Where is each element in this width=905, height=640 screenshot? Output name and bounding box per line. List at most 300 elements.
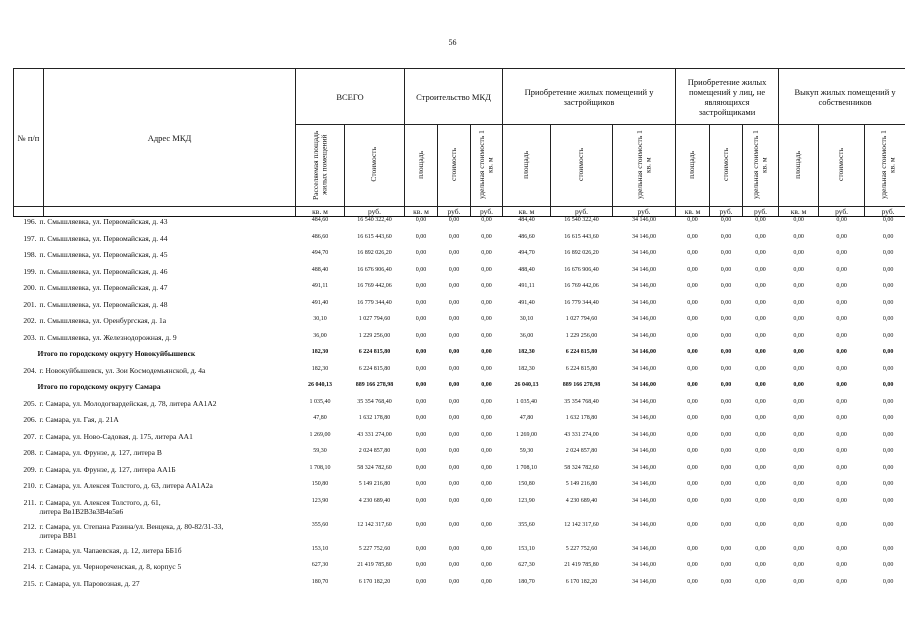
value-cell: 0,00	[481, 217, 492, 223]
sub-cost: стоимость	[576, 148, 586, 181]
table-row	[14, 562, 905, 579]
value-cell: 0,00	[448, 521, 460, 528]
value-cell: 0,00	[836, 250, 847, 256]
value-cell: 34 146,00	[632, 332, 657, 339]
unit-rub: руб.	[613, 207, 676, 217]
value-cell: 0,00	[687, 497, 698, 504]
row-number: 214.	[23, 562, 37, 571]
value-cell: 0,00	[481, 562, 492, 568]
value-cell: 0,00	[481, 415, 492, 421]
address-text: г. Самара, ул. Ново-Садовая, д. 175, литера АА1	[39, 431, 193, 441]
value-cell: 0,00	[882, 316, 894, 322]
value-cell: 16 779 344,40	[357, 299, 392, 306]
value-cell: 0,00	[415, 283, 427, 289]
value-cell: 0,00	[687, 283, 698, 289]
address-cell	[14, 250, 296, 267]
value-cell: 0,00	[882, 431, 894, 438]
value-cell: 34 146,00	[632, 578, 657, 585]
unit-sqm: кв. м	[296, 207, 345, 217]
value-cell: 0,00	[882, 233, 894, 240]
value-cell: 0,00	[687, 431, 698, 438]
value-cell: 34 146,00	[632, 266, 657, 273]
value-cell: 0,00	[755, 545, 766, 552]
table-row	[14, 522, 905, 546]
value-cell: 30,10	[519, 316, 534, 322]
value-cell: 0,00	[481, 578, 492, 585]
value-cell: 0,00	[882, 415, 894, 421]
value-cell: 182,30	[311, 349, 329, 355]
value-cell: 34 146,00	[632, 415, 657, 421]
value-cell: 627,30	[518, 562, 535, 568]
table-total-row	[14, 349, 905, 366]
value-cell: 0,00	[448, 431, 460, 438]
value-cell: 0,00	[687, 545, 698, 552]
value-cell: 889 166 278,98	[355, 382, 394, 388]
table-row	[14, 283, 905, 300]
value-cell: 0,00	[687, 382, 698, 388]
value-cell: 0,00	[720, 332, 732, 339]
address-text: п. Смышляевка, ул. Первомайская, д. 44	[39, 233, 168, 243]
value-cell: 494,70	[311, 250, 329, 256]
unit-rub: руб.	[865, 207, 905, 217]
value-cell: 0,00	[755, 398, 766, 405]
value-cell: 0,00	[448, 497, 460, 504]
value-cell: 1 269,00	[516, 431, 538, 438]
address-text: г. Самара, ул. Гая, д. 21А	[39, 415, 119, 424]
address-cell	[14, 465, 296, 482]
row-number: 206.	[23, 415, 37, 424]
value-cell: 0,00	[882, 332, 894, 339]
value-cell: 2 024 857,80	[565, 448, 598, 454]
value-cell: 0,00	[793, 365, 804, 372]
value-cell: 0,00	[448, 415, 460, 421]
value-cell: 0,00	[448, 349, 460, 355]
value-cell: 34 146,00	[632, 233, 657, 240]
unit-rub: руб.	[345, 207, 405, 217]
table-row	[14, 366, 905, 383]
value-cell: 34 146,00	[632, 250, 657, 256]
address-cell	[14, 283, 296, 300]
value-cell: 0,00	[481, 365, 492, 372]
value-cell: 36,00	[313, 332, 327, 339]
value-cell: 0,00	[481, 448, 492, 454]
row-number: 199.	[23, 266, 37, 276]
value-cell: 0,00	[793, 497, 804, 504]
address-cell	[14, 415, 296, 432]
value-cell: 0,00	[836, 481, 847, 487]
value-cell: 34 146,00	[632, 299, 657, 306]
address-text: г. Самара, ул. Фрунзе, д. 127, литера В	[39, 448, 162, 457]
value-cell: 0,00	[720, 578, 732, 585]
value-cell: 0,00	[793, 382, 804, 388]
value-cell: 0,00	[415, 448, 427, 454]
value-cell: 0,00	[415, 332, 427, 339]
value-cell: 0,00	[836, 233, 847, 240]
value-cell: 889 166 278,98	[562, 382, 601, 388]
address-text: п. Смышляевка, ул. Первомайская, д. 43	[39, 217, 168, 226]
value-cell: 180,70	[311, 578, 329, 585]
value-cell: 0,00	[687, 217, 698, 223]
value-cell: 0,00	[836, 332, 847, 339]
sub-cost-total: Стоимость	[369, 147, 379, 182]
value-cell: 1 632 178,80	[565, 415, 598, 421]
value-cell: 34 146,00	[632, 562, 657, 568]
table-row	[14, 465, 905, 482]
value-cell: 0,00	[755, 365, 766, 372]
address-cell	[14, 579, 296, 596]
value-cell: 34 146,00	[632, 448, 657, 454]
value-cell: 0,00	[720, 266, 732, 273]
row-number: 212.	[23, 521, 37, 531]
value-cell: 0,00	[720, 431, 732, 438]
resettlement-table	[13, 68, 905, 595]
table-row	[14, 448, 905, 465]
value-cell: 0,00	[882, 464, 894, 471]
value-cell: 0,00	[687, 415, 698, 421]
value-cell: 0,00	[755, 250, 766, 256]
row-number: 203.	[23, 332, 37, 342]
value-cell: 0,00	[415, 562, 427, 568]
value-cell: 12 142 317,60	[357, 521, 392, 528]
address-text: п. Смышляевка, ул. Первомайская, д. 46	[39, 266, 168, 276]
sub-area-total: Расселяемая площадь жилых помещений	[310, 129, 328, 200]
address-cell	[14, 300, 296, 317]
table-row	[14, 498, 905, 522]
address-cell	[14, 481, 296, 498]
table-row	[14, 267, 905, 284]
value-cell: 0,00	[687, 481, 698, 487]
value-cell: 0,00	[836, 545, 847, 552]
table-body	[14, 217, 905, 596]
value-cell: 0,00	[720, 382, 732, 388]
value-cell: 12 142 317,60	[564, 521, 599, 528]
value-cell: 180,70	[518, 578, 535, 585]
address-text: п. Смышляевка, ул. Первомайская, д. 45	[39, 250, 168, 259]
value-cell: 2 024 857,80	[358, 448, 391, 454]
value-cell: 6 224 815,80	[565, 349, 598, 355]
value-cell: 16 540 322,40	[357, 217, 392, 223]
value-cell: 0,00	[836, 349, 847, 355]
value-cell: 0,00	[755, 448, 766, 454]
value-cell: 0,00	[481, 283, 492, 289]
value-cell: 0,00	[448, 448, 460, 454]
value-cell: 16 769 442,06	[357, 283, 392, 289]
value-cell: 35 354 768,40	[357, 398, 392, 405]
value-cell: 486,60	[311, 233, 329, 240]
sub-area: площадь	[687, 150, 697, 179]
value-cell: 0,00	[415, 521, 427, 528]
value-cell: 0,00	[448, 299, 460, 306]
value-cell: 0,00	[882, 497, 894, 504]
value-cell: 47,80	[519, 415, 534, 421]
value-cell: 0,00	[836, 283, 847, 289]
value-cell: 0,00	[448, 233, 460, 240]
address-cell	[14, 432, 296, 449]
value-cell: 0,00	[793, 431, 804, 438]
table-row	[14, 481, 905, 498]
value-cell: 0,00	[836, 562, 847, 568]
value-cell: 47,80	[313, 415, 327, 421]
sub-cost: стоимость	[720, 148, 730, 181]
value-cell: 0,00	[687, 316, 698, 322]
value-cell: 0,00	[481, 431, 492, 438]
value-cell: 1 708,10	[309, 464, 331, 471]
table-row	[14, 250, 905, 267]
address-text: г. Самара, ул. Фрунзе, д. 127, литера АА1Б	[39, 464, 176, 474]
value-cell: 0,00	[415, 431, 427, 438]
value-cell: 0,00	[882, 266, 894, 273]
value-cell: 0,00	[720, 398, 732, 405]
sub-area: площадь	[521, 150, 531, 179]
group-construction: Строительство МКД	[405, 69, 503, 125]
value-cell: 0,00	[687, 365, 698, 372]
value-cell: 0,00	[687, 266, 698, 273]
value-cell: 0,00	[882, 398, 894, 405]
sub-cost: стоимость	[836, 148, 846, 181]
value-cell: 0,00	[481, 332, 492, 339]
address-cell	[14, 399, 296, 416]
value-cell: 0,00	[793, 233, 804, 240]
address-text: г. Самара, ул. Алексея Толстого, д. 61,	[39, 497, 161, 507]
sub-unit: удельная стоимость 1 кв. м	[634, 130, 653, 199]
value-cell: 0,00	[481, 299, 492, 306]
value-cell: 0,00	[687, 562, 698, 568]
value-cell: 0,00	[755, 299, 766, 306]
value-cell: 0,00	[687, 578, 698, 585]
value-cell: 0,00	[415, 415, 427, 421]
value-cell: 0,00	[448, 332, 460, 339]
value-cell: 494,70	[518, 250, 535, 256]
unit-sqm: кв. м	[405, 207, 438, 217]
row-number: 209.	[23, 464, 37, 474]
value-cell: 59,30	[313, 448, 327, 454]
address-text: Итого по городскому округу Новокуйбышевск	[37, 349, 196, 358]
address-text: п. Смышляевка, ул. Железнодорожная, д. 9	[39, 332, 177, 342]
table-row	[14, 333, 905, 350]
value-cell: 16 540 322,40	[564, 217, 599, 223]
value-cell: 16 615 443,60	[564, 233, 599, 240]
value-cell: 0,00	[415, 316, 427, 322]
value-cell: 355,60	[518, 521, 535, 528]
value-cell: 491,40	[518, 299, 535, 306]
address-cell	[14, 448, 296, 465]
value-cell: 0,00	[836, 415, 847, 421]
value-cell: 0,00	[720, 562, 732, 568]
value-cell: 0,00	[836, 431, 847, 438]
value-cell: 123,90	[518, 497, 535, 504]
value-cell: 0,00	[481, 481, 492, 487]
row-number: 198.	[23, 250, 37, 259]
value-cell: 0,00	[755, 431, 766, 438]
value-cell: 0,00	[793, 562, 804, 568]
value-cell: 1 632 178,80	[358, 415, 391, 421]
unit-sqm: кв. м	[676, 207, 710, 217]
value-cell: 0,00	[687, 464, 698, 471]
table-row	[14, 546, 905, 563]
value-cell: 1 229 256,00	[565, 332, 598, 339]
value-cell: 491,11	[518, 283, 535, 289]
value-cell: 0,00	[481, 464, 492, 471]
value-cell: 1 269,00	[309, 431, 331, 438]
value-cell: 0,00	[793, 481, 804, 487]
value-cell: 0,00	[755, 497, 766, 504]
value-cell: 0,00	[755, 464, 766, 471]
table-row	[14, 316, 905, 333]
value-cell: 486,60	[518, 233, 535, 240]
value-cell: 0,00	[882, 283, 894, 289]
value-cell: 58 324 782,60	[564, 464, 599, 471]
value-cell: 1 708,10	[516, 464, 538, 471]
value-cell: 0,00	[836, 382, 847, 388]
value-cell: 16 615 443,60	[357, 233, 392, 240]
value-cell: 6 224 815,80	[565, 365, 598, 372]
value-cell: 150,80	[518, 481, 535, 487]
value-cell: 182,30	[518, 365, 535, 372]
unit-rub: руб.	[438, 207, 471, 217]
unit-rub: руб.	[743, 207, 779, 217]
address-cell	[14, 522, 296, 546]
value-cell: 0,00	[836, 266, 847, 273]
value-cell: 0,00	[793, 349, 804, 355]
sub-cost: стоимость	[448, 148, 458, 181]
value-cell: 36,00	[519, 332, 534, 339]
value-cell: 0,00	[448, 266, 460, 273]
value-cell: 150,80	[311, 481, 329, 487]
sub-area: площадь	[415, 150, 425, 179]
row-number: 215.	[23, 578, 37, 588]
row-number: 196.	[23, 217, 37, 226]
value-cell: 6 170 182,20	[565, 578, 598, 585]
value-cell: 0,00	[415, 382, 427, 388]
value-cell: 0,00	[836, 521, 847, 528]
value-cell: 0,00	[481, 497, 492, 504]
value-cell: 0,00	[720, 415, 732, 421]
row-number: 207.	[23, 431, 37, 441]
value-cell: 0,00	[755, 332, 766, 339]
address-text: Итого по городскому округу Самара	[37, 382, 161, 391]
value-cell: 34 146,00	[632, 349, 657, 355]
value-cell: 123,90	[311, 497, 329, 504]
group-total: ВСЕГО	[296, 69, 405, 125]
value-cell: 0,00	[448, 398, 460, 405]
value-cell: 0,00	[415, 250, 427, 256]
address-cell	[14, 498, 296, 522]
value-cell: 153,10	[311, 545, 329, 552]
value-cell: 5 227 752,60	[358, 545, 391, 552]
value-cell: 0,00	[415, 365, 427, 372]
value-cell: 6 170 182,20	[358, 578, 391, 585]
value-cell: 0,00	[720, 448, 732, 454]
value-cell: 16 892 026,20	[564, 250, 599, 256]
value-cell: 0,00	[793, 545, 804, 552]
value-cell: 34 146,00	[632, 481, 657, 487]
value-cell: 0,00	[687, 448, 698, 454]
value-cell: 0,00	[720, 316, 732, 322]
address-text: г. Самара, ул. Степана Разина/ул. Венцека, д. 80-82/31-33,	[39, 521, 224, 531]
value-cell: 0,00	[481, 250, 492, 256]
value-cell: 0,00	[720, 545, 732, 552]
address-cell	[14, 217, 296, 234]
unit-sqm: кв. м	[503, 207, 551, 217]
value-cell: 0,00	[793, 521, 804, 528]
value-cell: 1 027 794,60	[565, 316, 598, 322]
value-cell: 0,00	[882, 349, 894, 355]
value-cell: 0,00	[448, 578, 460, 585]
value-cell: 16 892 026,20	[357, 250, 392, 256]
value-cell: 0,00	[755, 217, 766, 223]
table-row	[14, 415, 905, 432]
value-cell: 0,00	[755, 521, 766, 528]
value-cell: 1 035,40	[309, 398, 331, 405]
col-address-header: Адрес МКД	[44, 69, 296, 207]
value-cell: 0,00	[882, 578, 894, 585]
value-cell: 16 676 906,40	[564, 266, 599, 273]
sub-unit: удельная стоимость 1 кв. м	[751, 130, 769, 199]
value-cell: 0,00	[415, 497, 427, 504]
address-text: г. Самара, ул. Чернореченская, д. 8, корпус 5	[39, 562, 182, 571]
row-number: 197.	[23, 233, 37, 243]
value-cell: 0,00	[720, 365, 732, 372]
unit-rub: руб.	[471, 207, 503, 217]
value-cell: 0,00	[481, 398, 492, 405]
value-cell: 0,00	[720, 250, 732, 256]
address-text-line2: литера ВВ1	[39, 530, 77, 540]
value-cell: 355,60	[311, 521, 329, 528]
value-cell: 627,30	[311, 562, 329, 568]
value-cell: 0,00	[448, 562, 460, 568]
value-cell: 34 146,00	[632, 316, 657, 322]
value-cell: 16 676 906,40	[357, 266, 392, 273]
table-row	[14, 300, 905, 317]
value-cell: 43 331 274,00	[357, 431, 392, 438]
value-cell: 0,00	[720, 283, 732, 289]
table-row	[14, 217, 905, 234]
value-cell: 1 229 256,00	[358, 332, 391, 339]
row-number: 205.	[23, 398, 37, 408]
value-cell: 0,00	[882, 365, 894, 372]
value-cell: 0,00	[687, 398, 698, 405]
value-cell: 0,00	[448, 365, 460, 372]
value-cell: 0,00	[687, 349, 698, 355]
address-cell	[14, 366, 296, 383]
value-cell: 26 040,13	[514, 382, 539, 388]
sub-unit: удельная стоимость 1 кв. м	[878, 130, 897, 199]
value-cell: 484,60	[311, 217, 329, 223]
address-text: г. Самара, ул. Алексея Толстого, д. 63, литера АА1А2а	[39, 481, 213, 490]
value-cell: 0,00	[415, 481, 427, 487]
row-number: 210.	[23, 481, 37, 490]
value-cell: 58 324 782,60	[357, 464, 392, 471]
row-number: 200.	[23, 283, 37, 292]
value-cell: 0,00	[415, 578, 427, 585]
value-cell: 0,00	[882, 299, 894, 306]
value-cell: 0,00	[793, 283, 804, 289]
value-cell: 34 146,00	[632, 521, 657, 528]
value-cell: 0,00	[836, 578, 847, 585]
address-cell	[14, 316, 296, 333]
value-cell: 0,00	[481, 349, 492, 355]
value-cell: 0,00	[882, 481, 894, 487]
value-cell: 34 146,00	[632, 497, 657, 504]
value-cell: 0,00	[836, 497, 847, 504]
value-cell: 0,00	[755, 481, 766, 487]
value-cell: 0,00	[755, 233, 766, 240]
value-cell: 0,00	[755, 349, 766, 355]
value-cell: 0,00	[793, 299, 804, 306]
value-cell: 0,00	[882, 448, 894, 454]
page-number: 56	[448, 38, 457, 47]
address-cell	[14, 382, 296, 399]
